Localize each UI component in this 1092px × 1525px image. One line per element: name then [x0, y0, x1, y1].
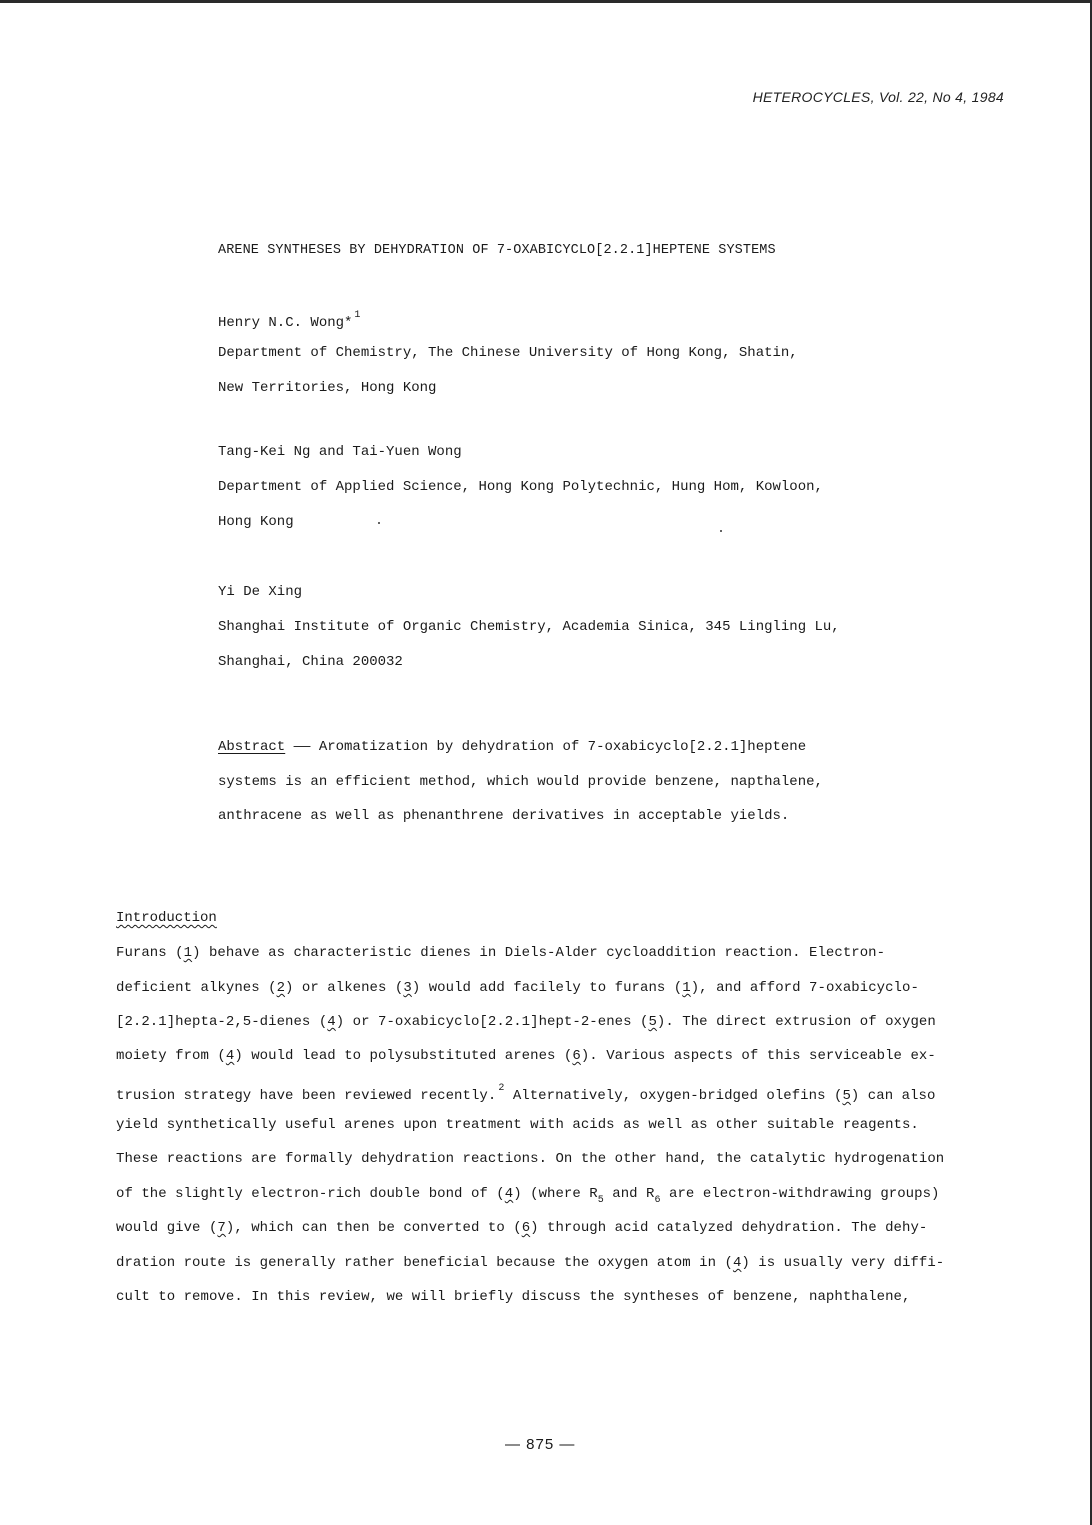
intro-line-1: Furans (1) behave as characteristic dienes in Diels-Alder cycloaddition reaction. Electron-	[116, 945, 886, 961]
affiliation-3-line-2: Shanghai, China 200032	[218, 654, 403, 670]
intro-line-8: of the slightly electron-rich double bond of (4) (where $R_5$ and $R_6$ are electron-withdrawing groups)	[116, 1186, 940, 1206]
compound-ref: 1	[682, 980, 691, 996]
intro-line-6: yield synthetically useful arenes upon treatment with acids as well as other suitable reagents.	[116, 1117, 919, 1133]
top-edge-line	[0, 0, 1092, 3]
intro-line-11: cult to remove. In this review, we will briefly discuss the syntheses of benzene, naphthalene,	[116, 1289, 911, 1305]
compound-ref: 5	[842, 1088, 851, 1104]
compound-ref: 6	[521, 1220, 531, 1236]
compound-ref: 1	[183, 945, 193, 961]
intro-line-10: dration route is generally rather beneficial because the oxygen atom in (4) is usually very diffi-	[116, 1255, 945, 1271]
compound-ref: 4	[732, 1255, 742, 1271]
page-number: — 875 —	[505, 1436, 576, 1453]
abstract-line-1: Abstract —— Aromatization by dehydration of 7-oxabicyclo[2.2.1]heptene	[218, 739, 807, 755]
intro-line-4: moiety from (4) would lead to polysubstituted arenes (6). Various aspects of this serviceable ex-	[116, 1048, 936, 1064]
intro-line-2: deficient alkynes (2) or alkenes (3) would add facilely to furans (1), and afford 7-oxabicyclo-	[116, 980, 919, 996]
paper-title: ARENE SYNTHESES BY DEHYDRATION OF 7-OXABICYCLO[2.2.1]HEPTENE SYSTEMS	[218, 243, 776, 258]
author-name-2: Tang-Kei Ng and Tai-Yuen Wong	[218, 444, 462, 460]
author-name-1: Henry N.C. Wong* $^1$	[218, 310, 361, 331]
intro-line-9: would give (7), which can then be converted to (6) through acid catalyzed dehydration. The dehy-	[116, 1220, 928, 1236]
journal-header: HETEROCYCLES, Vol. 22, No 4, 1984	[752, 89, 1004, 105]
intro-line-5: trusion strategy have been reviewed recently. $^2$ Alternatively, oxygen-bridged olefins (5) can also	[116, 1083, 936, 1104]
intro-line-7: These reactions are formally dehydration reactions. On the other hand, the catalytic hydrogenation	[116, 1151, 945, 1167]
abstract-line-2: systems is an efficient method, which would provide benzene, napthalene,	[218, 774, 823, 790]
compound-ref: 4	[225, 1048, 235, 1064]
compound-ref: 5	[648, 1014, 657, 1030]
abstract-label: Abstract	[218, 739, 286, 755]
affiliation-1-line-2: New Territories, Hong Kong	[218, 380, 437, 396]
compound-ref: 3	[403, 980, 412, 996]
affiliation-3-line-1: Shanghai Institute of Organic Chemistry, Academia Sinica, 345 Lingling Lu,	[218, 619, 840, 635]
compound-ref: 2	[276, 980, 286, 996]
compound-ref: 4	[327, 1014, 336, 1030]
intro-line-3: [2.2.1]hepta-2,5-dienes (4) or 7-oxabicyclo[2.2.1]hept-2-enes (5). The direct extrusion of oxygen	[116, 1014, 936, 1030]
compound-ref: 7	[217, 1220, 226, 1236]
author-name-3: Yi De Xing	[218, 584, 303, 600]
abstract-line-3: anthracene as well as phenanthrene derivatives in acceptable yields.	[218, 808, 790, 824]
scan-speck	[378, 522, 380, 524]
compound-ref: 6	[572, 1048, 581, 1064]
introduction-heading: Introduction	[116, 910, 217, 926]
affiliation-1-line-1: Department of Chemistry, The Chinese University of Hong Kong, Shatin,	[218, 345, 798, 361]
affiliation-2-line-2: Hong Kong	[218, 514, 294, 530]
compound-ref: 4	[504, 1186, 514, 1202]
scan-speck	[720, 530, 722, 532]
affiliation-2-line-1: Department of Applied Science, Hong Kong Polytechnic, Hung Hom, Kowloon,	[218, 479, 823, 495]
